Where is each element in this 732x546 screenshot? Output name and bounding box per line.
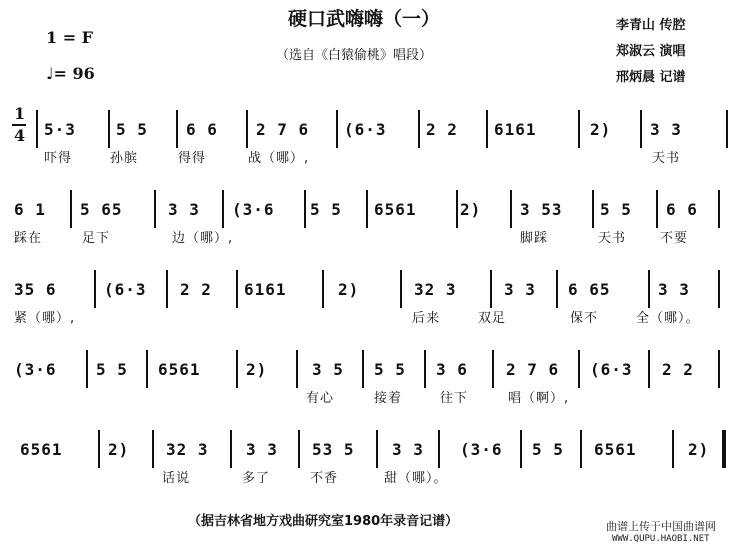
bar-line: [640, 110, 642, 148]
measure-notes: 35 6: [14, 280, 57, 299]
measure-notes: 3 6: [436, 360, 468, 379]
lyric-syllables: 踩在: [14, 231, 43, 246]
lyric-syllables: 唱（啊）,: [508, 391, 570, 406]
bar-line: [304, 190, 306, 228]
bar-line: [722, 430, 726, 468]
measure-notes: (6·3: [590, 360, 633, 379]
lyric-syllables: 有心: [306, 391, 335, 406]
bar-line: [152, 430, 154, 468]
measure-notes: 2): [590, 120, 612, 139]
lyric-syllables: 天书: [652, 151, 681, 166]
measure-notes: 6561: [374, 200, 417, 219]
measure-notes: 3 3: [658, 280, 690, 299]
measure-notes: (3·6: [232, 200, 275, 219]
bar-line: [492, 350, 494, 388]
measure-notes: 32 3: [414, 280, 457, 299]
lyric-syllables: 多了: [242, 471, 271, 486]
measure-notes: 6561: [158, 360, 201, 379]
lyric-syllables: 天书: [598, 231, 627, 246]
measure-notes: 6 6: [186, 120, 218, 139]
bar-line: [108, 110, 110, 148]
measure-notes: 2): [460, 200, 482, 219]
measure-notes: 53 5: [312, 440, 355, 459]
lyric-syllables: 边（哪）,: [172, 231, 234, 246]
staff-system-4: [0, 358, 732, 438]
bar-line: [648, 350, 650, 388]
bar-line: [298, 430, 300, 468]
staff-system-5: [0, 438, 732, 518]
measure-notes: 6 1: [14, 200, 46, 219]
staff-system-2: [0, 198, 732, 278]
lyric-syllables: 保不: [570, 311, 599, 326]
measure-notes: 2): [338, 280, 360, 299]
bar-line: [296, 350, 298, 388]
bar-line: [236, 270, 238, 308]
measure-row: [0, 438, 732, 462]
credit-transcriber: 邢炳晨 记谱: [616, 70, 686, 85]
bar-line: [726, 110, 728, 148]
bar-line: [86, 350, 88, 388]
lyric-syllables: 往下: [440, 391, 469, 406]
measure-notes: 3 53: [520, 200, 563, 219]
lyric-syllables: 孙膑: [110, 151, 139, 166]
measure-notes: (3·6: [14, 360, 57, 379]
bar-line: [580, 430, 582, 468]
measure-notes: 32 3: [166, 440, 209, 459]
bar-line: [236, 350, 238, 388]
bar-line: [456, 190, 458, 228]
measure-row: [0, 118, 732, 142]
source-note: （据吉林省地方戏曲研究室1980年录音记谱）: [188, 514, 459, 529]
measure-notes: 5 5: [310, 200, 342, 219]
measure-notes: 3 3: [392, 440, 424, 459]
bar-line: [672, 430, 674, 468]
measure-notes: 5 5: [116, 120, 148, 139]
measure-notes: 5 65: [80, 200, 123, 219]
measure-notes: 2 7 6: [506, 360, 560, 379]
bar-line: [166, 270, 168, 308]
watermark: 曲谱上传于中国曲谱网: [606, 520, 716, 533]
lyric-syllables: 脚踩: [520, 231, 549, 246]
measure-notes: (6·3: [104, 280, 147, 299]
bar-line: [336, 110, 338, 148]
bar-line: [656, 190, 658, 228]
measure-notes: 3 3: [168, 200, 200, 219]
measure-notes: 2 7 6: [256, 120, 310, 139]
bar-line: [718, 190, 720, 228]
measure-notes: 2 2: [180, 280, 212, 299]
measure-notes: 6161: [494, 120, 537, 139]
measure-notes: 3 5: [312, 360, 344, 379]
measure-notes: 6 6: [666, 200, 698, 219]
bar-line: [438, 430, 440, 468]
tempo-marking: ♩= 96: [46, 64, 95, 83]
bar-line: [520, 430, 522, 468]
lyric-syllables: 得得: [178, 151, 207, 166]
measure-notes: 6161: [244, 280, 287, 299]
measure-row: [0, 358, 732, 382]
measure-notes: 2 2: [426, 120, 458, 139]
lyric-syllables: 紧（哪）,: [14, 311, 76, 326]
bar-line: [246, 110, 248, 148]
bar-line: [510, 190, 512, 228]
measure-notes: (6·3: [344, 120, 387, 139]
bar-line: [424, 350, 426, 388]
measure-notes: 5 5: [532, 440, 564, 459]
staff-system-3: [0, 278, 732, 358]
bar-line: [400, 270, 402, 308]
bar-line: [418, 110, 420, 148]
measure-row: [0, 278, 732, 302]
measure-notes: 6561: [20, 440, 63, 459]
bar-line: [230, 430, 232, 468]
bar-line: [718, 350, 720, 388]
measure-notes: 2): [688, 440, 710, 459]
measure-notes: 6 65: [568, 280, 611, 299]
page-subtitle: （选自《白猿偷桃》唱段）: [276, 48, 433, 63]
page-title: 硬口武嗨嗨（一）: [288, 8, 441, 30]
bar-line: [362, 350, 364, 388]
time-signature-bottom: 4: [14, 126, 26, 145]
lyric-syllables: 不香: [310, 471, 339, 486]
measure-notes: 6561: [594, 440, 637, 459]
measure-notes: 2): [246, 360, 268, 379]
lyric-syllables: 全（哪）。: [636, 311, 700, 326]
time-signature-top: 1: [14, 104, 26, 123]
bar-line: [222, 190, 224, 228]
lyric-syllables: 接着: [374, 391, 403, 406]
measure-notes: 5 5: [374, 360, 406, 379]
credit-composer: 李青山 传腔: [616, 18, 686, 33]
bar-line: [146, 350, 148, 388]
measure-notes: 5·3: [44, 120, 76, 139]
bar-line: [490, 270, 492, 308]
bar-line: [556, 270, 558, 308]
lyric-syllables: 足下: [82, 231, 111, 246]
lyric-syllables: 吓得: [44, 151, 73, 166]
measure-notes: 3 3: [246, 440, 278, 459]
bar-line: [154, 190, 156, 228]
credit-singer: 郑淑云 演唱: [616, 44, 686, 59]
measure-notes: 5 5: [96, 360, 128, 379]
staff-system-1: [0, 118, 732, 198]
lyric-syllables: 甜（哪）。: [384, 471, 448, 486]
bar-line: [376, 430, 378, 468]
bar-line: [718, 270, 720, 308]
measure-notes: (3·6: [460, 440, 503, 459]
bar-line: [592, 190, 594, 228]
bar-line: [366, 190, 368, 228]
measure-notes: 3 3: [650, 120, 682, 139]
bar-line: [94, 270, 96, 308]
measure-row: [0, 198, 732, 222]
bar-line: [70, 190, 72, 228]
lyric-syllables: 双足: [478, 311, 507, 326]
bar-line: [36, 110, 38, 148]
measure-notes: 2): [108, 440, 130, 459]
bar-line: [578, 110, 580, 148]
measure-notes: 5 5: [600, 200, 632, 219]
bar-line: [322, 270, 324, 308]
key-signature: 1 = F: [46, 28, 94, 47]
bar-line: [98, 430, 100, 468]
lyric-syllables: 话说: [162, 471, 191, 486]
bar-line: [176, 110, 178, 148]
lyric-syllables: 战（哪）,: [248, 151, 310, 166]
watermark-url: WWW.QUPU.HAOBI.NET: [612, 534, 710, 544]
lyric-syllables: 后来: [412, 311, 441, 326]
bar-line: [578, 350, 580, 388]
lyric-syllables: 不要: [660, 231, 689, 246]
measure-notes: 2 2: [662, 360, 694, 379]
bar-line: [648, 270, 650, 308]
measure-notes: 3 3: [504, 280, 536, 299]
bar-line: [486, 110, 488, 148]
